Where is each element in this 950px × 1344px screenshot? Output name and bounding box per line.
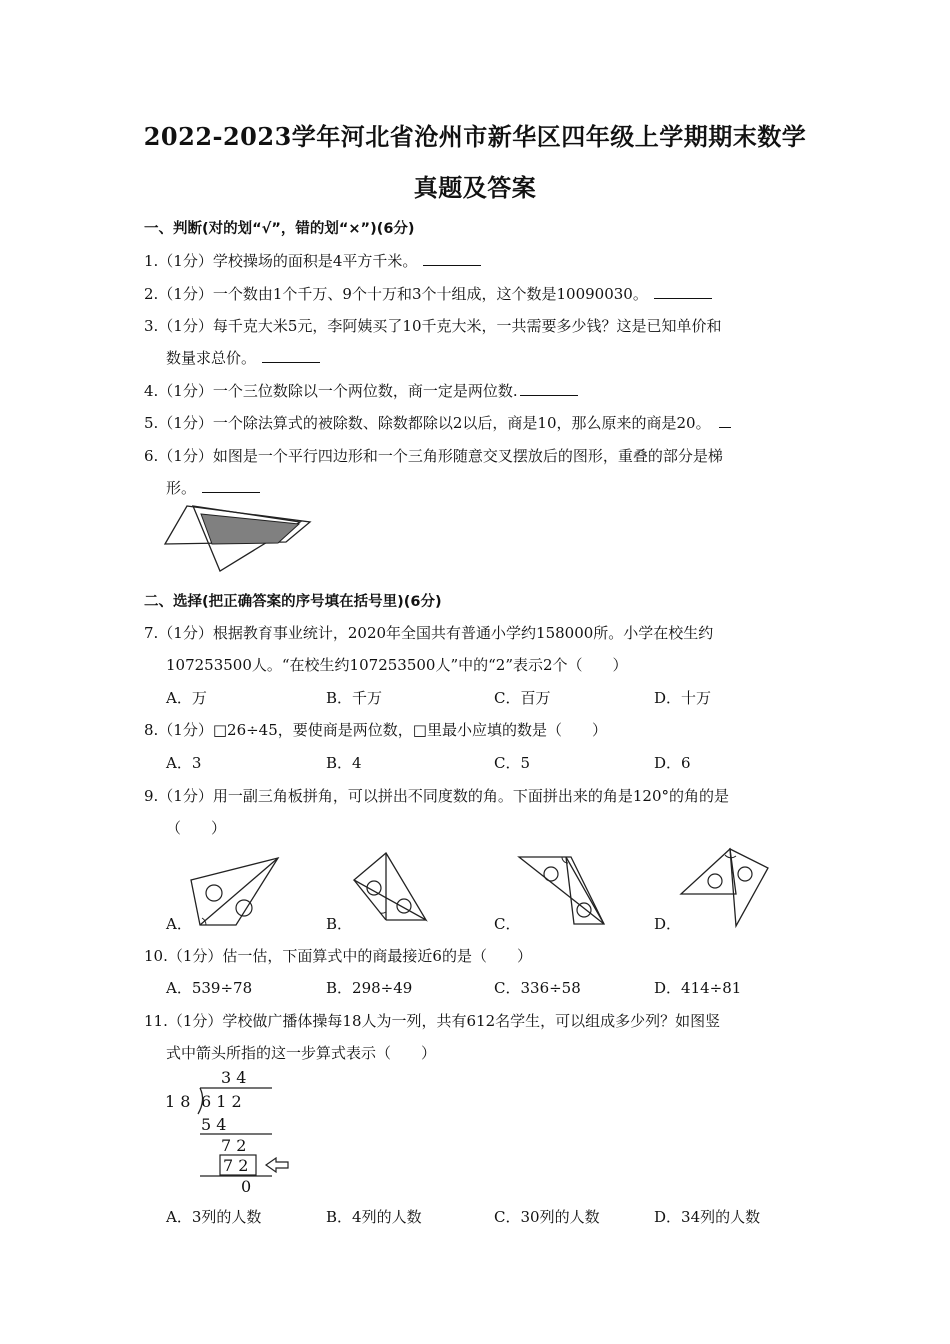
section-1-heading: 一、判断(对的划“√”，错的划“×”)(6分) [144, 221, 415, 237]
question-9-cont: （ ） [166, 819, 227, 837]
q7-option-b[interactable]: B．千万 [326, 689, 383, 707]
division-step-3-boxed: 7 2 [223, 1156, 249, 1175]
question-4-text: 4.（1分）一个三位数除以一个两位数，商一定是两位数. [144, 382, 518, 400]
question-3-text: 3.（1分）每千克大米5元，李阿姨买了10千克大米，一共需要多少钱？这是已知单价和 [144, 317, 722, 335]
arrow-left-icon [266, 1158, 288, 1172]
q7-option-a[interactable]: A．万 [166, 689, 207, 707]
q11-option-c[interactable]: C．30列的人数 [494, 1208, 600, 1226]
q9-option-c[interactable]: C． [494, 915, 521, 933]
answer-blank[interactable] [520, 381, 578, 396]
q8-option-a[interactable]: A．3 [166, 754, 202, 772]
set-square-figure-c [516, 854, 610, 930]
question-5-text: 5.（1分）一个除法算式的被除数、除数都除以2以后，商是10，那么原来的商是20。 [144, 414, 711, 432]
q9-option-d[interactable]: D． [654, 915, 682, 933]
answer-blank[interactable] [262, 348, 320, 363]
q9-option-a[interactable]: A． [166, 915, 192, 933]
division-step-1: 5 4 [201, 1115, 227, 1134]
question-6-cont [166, 477, 260, 498]
q8-option-d[interactable]: D．6 [654, 754, 691, 772]
division-remainder: 0 [241, 1177, 252, 1196]
question-9: 9.（1分）用一副三角板拼角，可以拼出不同度数的角。下面拼出来的角是120°的角的是 [144, 787, 729, 805]
answer-blank[interactable] [719, 413, 731, 428]
answer-blank[interactable] [202, 478, 260, 493]
q11-option-d[interactable]: D．34列的人数 [654, 1208, 761, 1226]
parallelogram-triangle-figure [160, 504, 320, 580]
q7-option-d[interactable]: D．十万 [654, 689, 712, 707]
question-6 [144, 445, 723, 466]
q10-option-c[interactable]: C．336÷58 [494, 979, 581, 997]
answer-blank[interactable] [654, 284, 712, 299]
q10-option-a[interactable]: A．539÷78 [166, 979, 253, 997]
question-7-cont: 107253500人。“在校生约107253500人”中的“2”表示2个（ ） [166, 656, 628, 674]
q9-option-b[interactable]: B． [326, 915, 353, 933]
question-6-text: 6.（1分）如图是一个平行四边形和一个三角形随意交叉摆放后的图形，重叠的部分是梯 [144, 447, 723, 465]
q11-option-a[interactable]: A．3列的人数 [166, 1208, 262, 1226]
question-4 [144, 380, 578, 401]
set-square-figure-a [186, 855, 282, 927]
division-dividend: 6 1 2 [201, 1092, 242, 1111]
question-11-cont: 式中箭头所指的这一步算式表示（ ） [166, 1044, 437, 1062]
question-2-text: 2.（1分）一个数由1个千万、9个十万和3个十组成，这个数是10090030。 [144, 285, 648, 303]
question-2 [144, 283, 712, 304]
division-divisor: 1 8 [165, 1092, 191, 1111]
question-8: 8.（1分）□26÷45，要使商是两位数，□里最小应填的数是（ ） [144, 721, 607, 739]
page-title: 2022-2023学年河北省沧州市新华区四年级上学期期末数学 [143, 122, 807, 151]
q7-option-c[interactable]: C．百万 [494, 689, 551, 707]
division-quotient: 3 4 [221, 1068, 247, 1087]
question-11: 11.（1分）学校做广播体操每18人为一列，共有612名学生，可以组成多少列？如图竖 [144, 1012, 721, 1030]
division-step-2: 7 2 [221, 1136, 247, 1155]
question-3 [144, 315, 722, 336]
question-7: 7.（1分）根据教育事业统计，2020年全国共有普通小学约158000所。小学在校生约 [144, 624, 714, 642]
question-1-text: 1.（1分）学校操场的面积是4平方千米。 [144, 252, 418, 270]
question-5 [144, 412, 731, 433]
question-1 [144, 250, 481, 271]
page-title-line2: 真题及答案 [413, 173, 537, 202]
q8-option-b[interactable]: B．4 [326, 754, 362, 772]
question-6-text2: 形。 [166, 479, 197, 497]
q11-option-b[interactable]: B．4列的人数 [326, 1208, 422, 1226]
question-3-cont [166, 347, 320, 368]
answer-blank[interactable] [423, 251, 481, 266]
q8-option-c[interactable]: C．5 [494, 754, 531, 772]
q10-option-d[interactable]: D．414÷81 [654, 979, 742, 997]
set-square-figure-d [678, 846, 774, 930]
division-lines [160, 1068, 300, 1198]
q10-option-b[interactable]: B．298÷49 [326, 979, 413, 997]
question-3-text2: 数量求总价。 [166, 349, 257, 367]
question-10: 10.（1分）估一估，下面算式中的商最接近6的是（ ） [144, 947, 532, 965]
section-2-heading: 二、选择(把正确答案的序号填在括号里)(6分) [144, 594, 442, 610]
set-square-figure-b [350, 850, 430, 928]
